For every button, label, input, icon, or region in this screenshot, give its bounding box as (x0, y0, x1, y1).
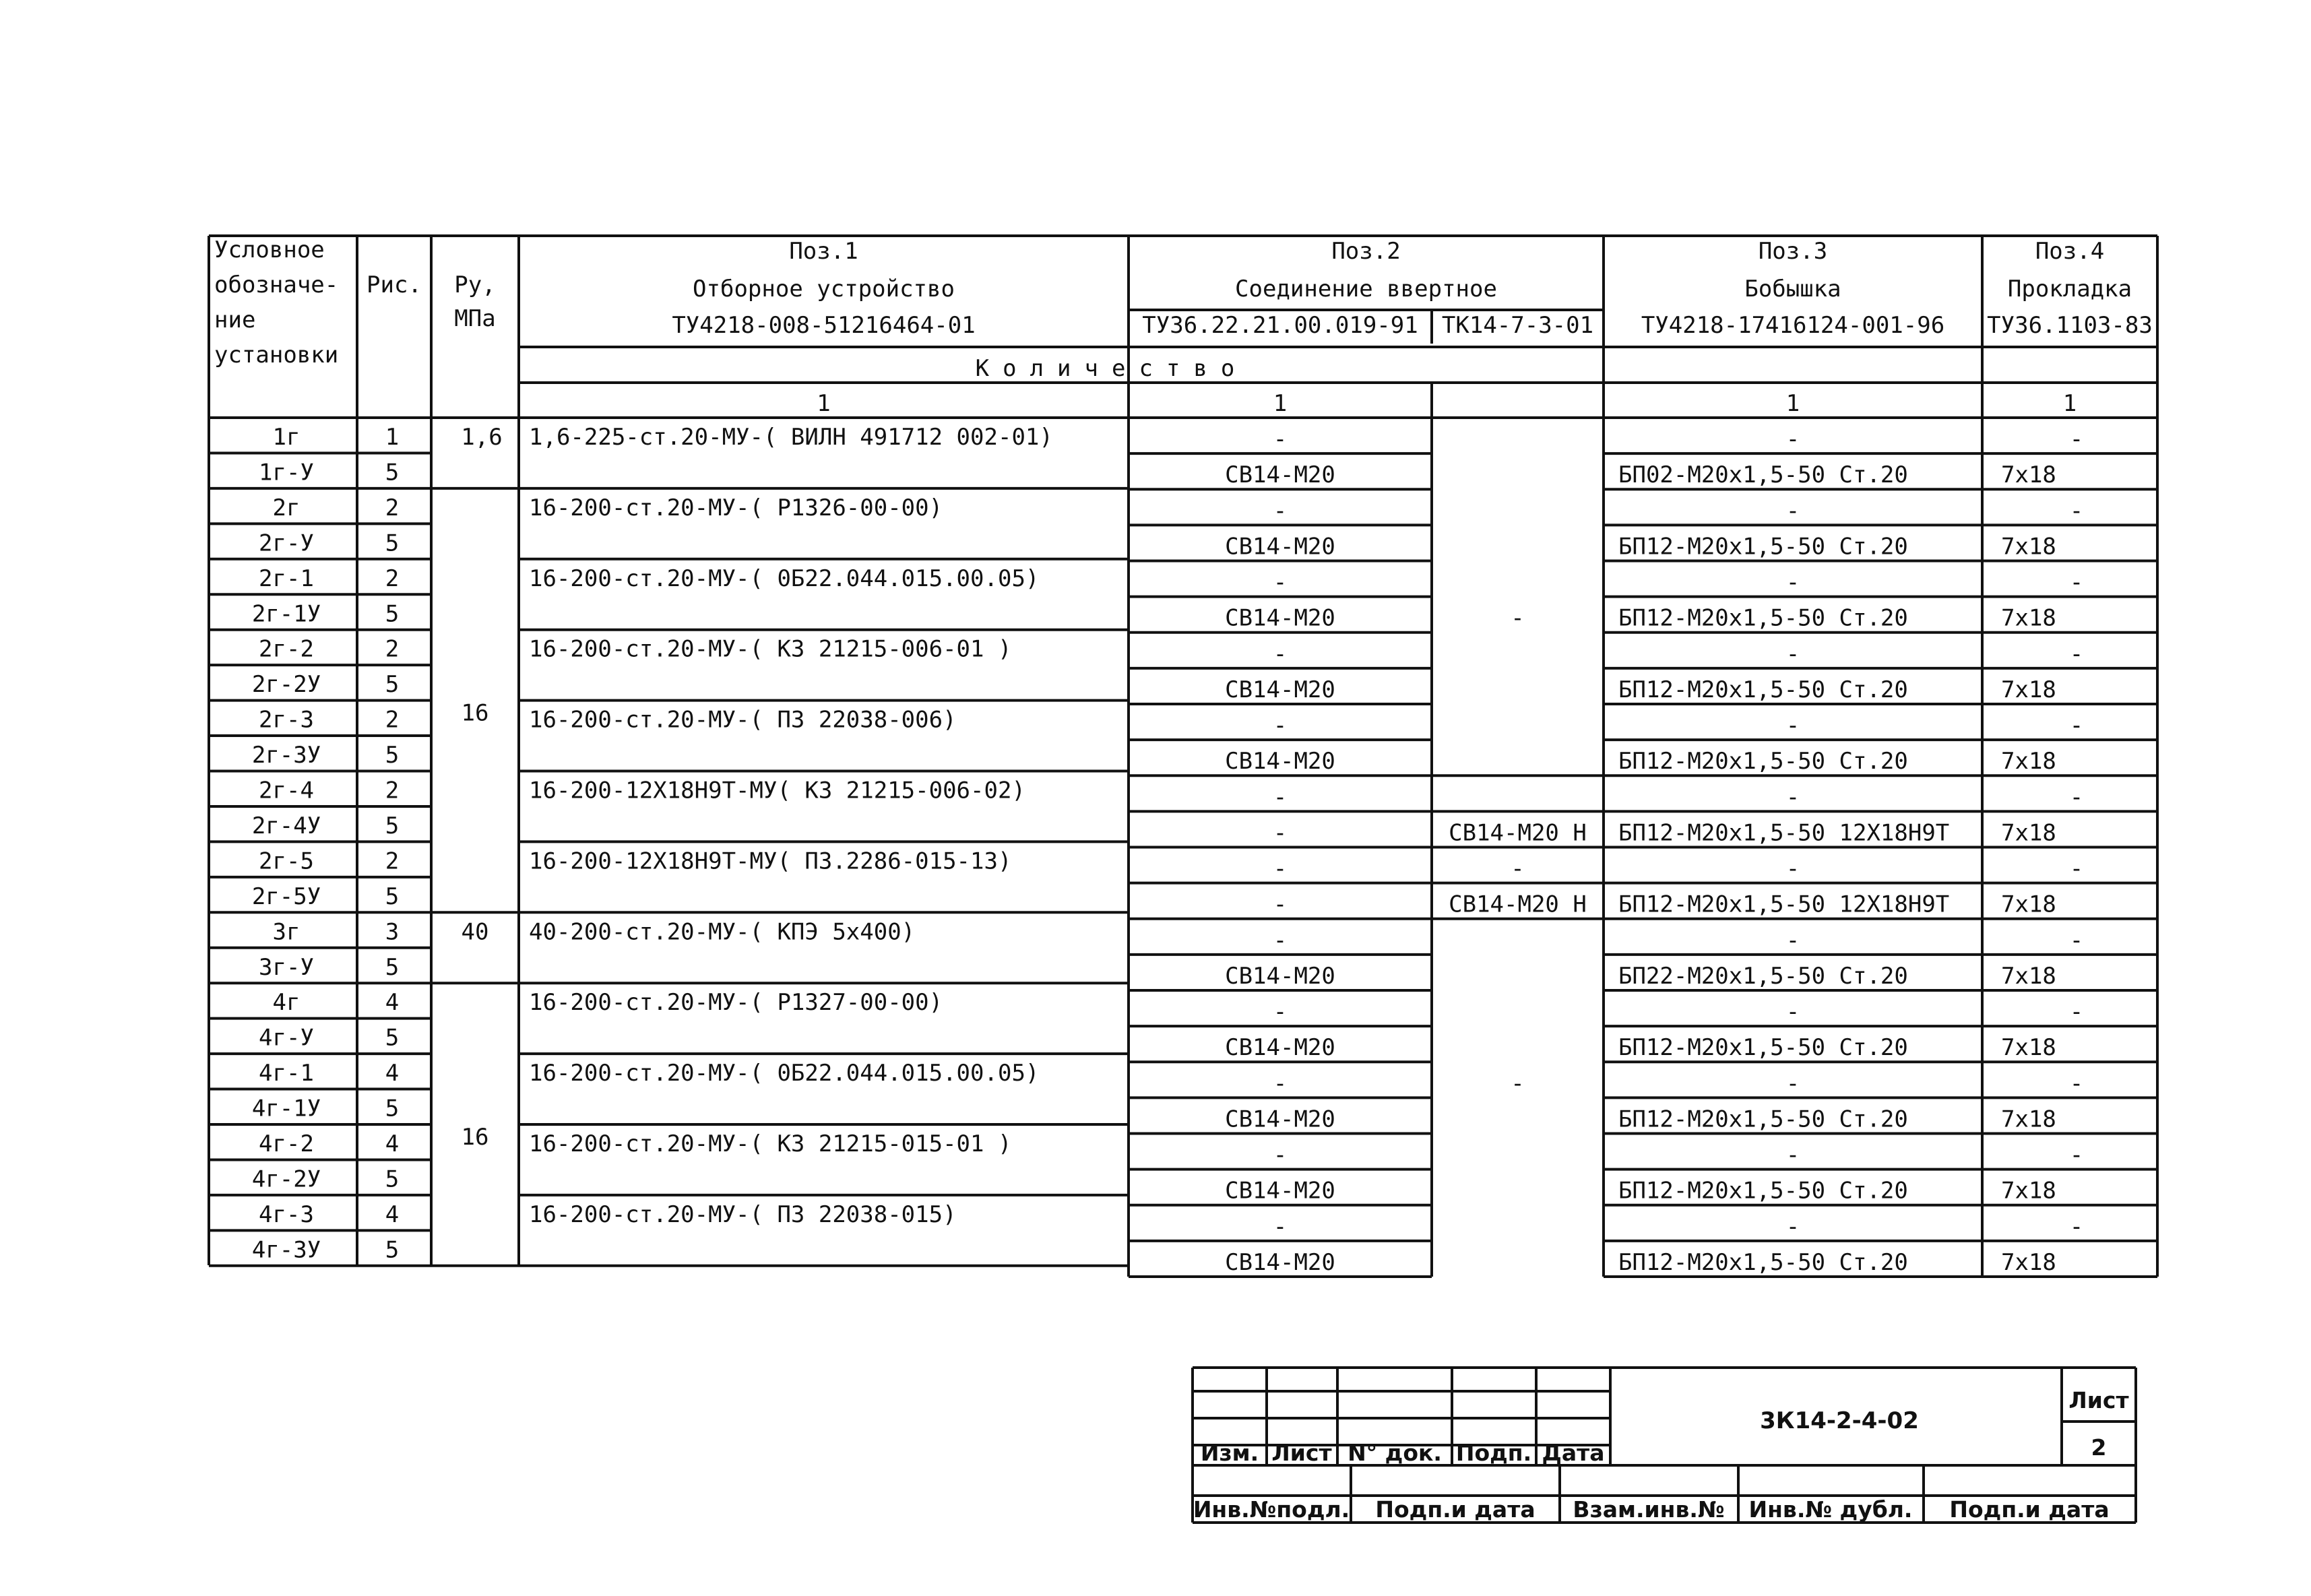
pos3-cell: БП12-М20х1,5-50 Ст.20 (1618, 1106, 1908, 1133)
pos2b-cell: - (1511, 855, 1525, 883)
pos2-spec-a: ТУ36.22.21.00.019-91 (1142, 312, 1418, 339)
pos3-cell: БП02-М20х1,5-50 Ст.20 (1618, 461, 1908, 489)
pos2-cell: СВ14-М20 (1225, 1177, 1335, 1205)
pos3-cell: БП12-М20х1,5-50 Ст.20 (1618, 533, 1908, 561)
figure-cell: 5 (385, 1166, 400, 1193)
pos3-cell: БП12-М20х1,5-50 12Х18Н9Т (1618, 819, 1950, 847)
pos1-item: 16-200-ст.20-МУ-( 0Б22.044.015.00.05) (529, 565, 1040, 592)
pressure-cell: 40 (461, 918, 489, 946)
pos1-item: 16-200-12Х18Н9Т-МУ( ПЗ.2286-015-13) (529, 848, 1012, 875)
pos4-cell: 7х18 (2001, 676, 2056, 703)
pos2-cell: - (1273, 1141, 1288, 1169)
pos2-cell: СВ14-М20 (1225, 604, 1335, 632)
pos2b-cell: СВ14-М20 Н (1449, 819, 1587, 847)
figure-cell: 4 (385, 1130, 400, 1157)
designation-cell: 1г (272, 424, 300, 451)
designation-cell: 2г-3 (259, 706, 314, 734)
pos3-spec: ТУ4218-17416124-001-96 (1641, 312, 1945, 339)
pos3-cell: - (1785, 569, 1800, 596)
designation-cell: 2г-5У (251, 883, 321, 910)
pos1-title: Поз.1 (789, 238, 858, 265)
pos1-item: 40-200-ст.20-МУ-( КПЭ 5х400) (529, 918, 916, 946)
pos2-cell: - (1273, 640, 1288, 668)
pos1-item: 1,6-225-ст.20-МУ-( ВИЛН 491712 002-01) (529, 424, 1053, 451)
designation-cell: 4г-1У (251, 1095, 321, 1122)
pos2-cell: СВ14-М20 (1225, 676, 1335, 703)
figure-cell: 1 (385, 424, 400, 451)
pos4-cell: 7х18 (2001, 1177, 2056, 1205)
pos3-cell: БП12-М20х1,5-50 Ст.20 (1618, 676, 1908, 703)
header-pressure: Ру, (454, 272, 496, 298)
pos1-item: 16-200-ст.20-МУ-( Р1326-00-00) (529, 494, 943, 521)
quantity-label: Количество (975, 355, 1248, 382)
title-block-text (1193, 1387, 2129, 1523)
pos2-cell: - (1273, 426, 1288, 453)
pos4-cell: - (2069, 426, 2084, 453)
figure-cell: 5 (385, 953, 400, 981)
pos3-cell: - (1785, 1141, 1800, 1169)
pos3-cell: БП12-М20х1,5-50 Ст.20 (1618, 1034, 1908, 1062)
pos2-cell: - (1273, 1213, 1288, 1240)
pos2-spec-b: ТК14-7-3-01 (1441, 312, 1594, 339)
pos1-name: Отборное устройство (693, 276, 955, 302)
revision-header: Лист (1271, 1440, 1332, 1466)
figure-cell: 5 (385, 600, 400, 628)
figure-cell: 5 (385, 883, 400, 910)
pos2-cell: - (1273, 926, 1288, 954)
figure-cell: 5 (385, 742, 400, 769)
pos2-cell: СВ14-М20 (1225, 461, 1335, 489)
pos2-cell: СВ14-М20 (1225, 748, 1335, 775)
pos2-cell: СВ14-М20 (1225, 1248, 1335, 1276)
designation-cell: 2г-5 (259, 848, 314, 875)
pos4-cell: - (2069, 855, 2084, 883)
pos1-item: 16-200-12Х18Н9Т-МУ( КЗ 21215-006-02) (529, 777, 1025, 804)
figure-cell: 3 (385, 918, 400, 946)
designation-cell: 3г-У (259, 953, 314, 981)
pos3-qty: 1 (1785, 390, 1800, 417)
figure-cell: 2 (385, 848, 400, 875)
pos3-cell: БП12-М20х1,5-50 12Х18Н9Т (1618, 891, 1950, 918)
designation-cell: 2г-1 (259, 565, 314, 592)
pos4-cell: - (2069, 784, 2084, 811)
figure-cell: 4 (385, 1201, 400, 1228)
pos2-cell: - (1273, 569, 1288, 596)
revision-header: Изм. (1200, 1440, 1259, 1466)
pos3-cell: - (1785, 998, 1800, 1025)
pos1-item: 16-200-ст.20-МУ-( ПЗ 22038-015) (529, 1201, 957, 1228)
sheet-number: 2 (2091, 1434, 2107, 1461)
pos4-name: Прокладка (2007, 276, 2132, 302)
pos2b-cell: СВ14-М20 Н (1449, 891, 1587, 918)
revision-header: N° док. (1348, 1440, 1442, 1466)
designation-cell: 4г-3 (259, 1201, 314, 1228)
pos2-cell: - (1273, 1070, 1288, 1097)
pos4-cell: 7х18 (2001, 819, 2056, 847)
pos1-item: 16-200-ст.20-МУ-( КЗ 21215-015-01 ) (529, 1130, 1012, 1157)
pos3-title: Поз.3 (1758, 238, 1828, 265)
pos4-cell: - (2069, 998, 2084, 1025)
figure-cell: 4 (385, 1060, 400, 1087)
inventory-header: Подп.и дата (1949, 1496, 2110, 1523)
pos4-cell: 7х18 (2001, 891, 2056, 918)
inventory-header: Инв.№подл. (1193, 1496, 1350, 1523)
figure-cell: 4 (385, 989, 400, 1017)
pos4-cell: 7х18 (2001, 962, 2056, 990)
pos1-item: 16-200-ст.20-МУ-( Р1327-00-00) (529, 989, 943, 1017)
pos4-cell: - (2069, 1213, 2084, 1240)
pos4-cell: 7х18 (2001, 1248, 2056, 1276)
title-block (1193, 1368, 2136, 1523)
pos2-cell: - (1273, 855, 1288, 883)
pos3-cell: БП12-М20х1,5-50 Ст.20 (1618, 604, 1908, 632)
pos4-cell: - (2069, 640, 2084, 668)
pos3-cell: - (1785, 926, 1800, 954)
pos2-name: Соединение ввертное (1235, 276, 1497, 302)
pos2-cell: - (1273, 891, 1288, 918)
figure-cell: 2 (385, 565, 400, 592)
pos3-cell: - (1785, 426, 1800, 453)
header-designation: установки (214, 342, 339, 369)
figure-cell: 5 (385, 1236, 400, 1264)
pos2-cell: СВ14-М20 (1225, 1034, 1335, 1062)
pos3-cell: - (1785, 497, 1800, 525)
inventory-header: Подп.и дата (1375, 1496, 1536, 1523)
pos1-spec: ТУ4218-008-51216464-01 (672, 312, 976, 339)
pos2b-cell: - (1511, 1070, 1525, 1097)
figure-cell: 2 (385, 777, 400, 804)
pos3-cell: - (1785, 855, 1800, 883)
pressure-cell: 16 (461, 1124, 489, 1151)
pos4-cell: - (2069, 1141, 2084, 1169)
revision-header: Дата (1542, 1440, 1605, 1466)
designation-cell: 4г-2 (259, 1130, 314, 1157)
header-pressure-unit: МПа (454, 305, 496, 332)
document-code: 3К14-2-4-02 (1760, 1407, 1919, 1434)
designation-cell: 2г-4У (251, 812, 321, 839)
sheet-label: Лист (2068, 1387, 2129, 1413)
designation-cell: 2г (272, 494, 300, 521)
figure-cell: 2 (385, 635, 400, 663)
designation-cell: 2г-2У (251, 671, 321, 699)
figure-cell: 5 (385, 530, 400, 557)
pos3-cell: - (1785, 1070, 1800, 1097)
pos3-cell: БП12-М20х1,5-50 Ст.20 (1618, 1177, 1908, 1205)
table-cells (214, 236, 2153, 1276)
pos4-cell: 7х18 (2001, 604, 2056, 632)
header-designation: Условное (214, 236, 325, 263)
pos4-cell: - (2069, 1070, 2084, 1097)
pos1-qty: 1 (817, 390, 831, 417)
pos2-qty: 1 (1273, 390, 1288, 417)
pos4-cell: - (2069, 926, 2084, 954)
designation-cell: 4г-1 (259, 1060, 314, 1087)
figure-cell: 5 (385, 812, 400, 839)
pos4-cell: 7х18 (2001, 461, 2056, 489)
pos2-cell: - (1273, 784, 1288, 811)
figure-cell: 2 (385, 706, 400, 734)
pos4-cell: - (2069, 497, 2084, 525)
pos2-cell: - (1273, 998, 1288, 1025)
pos3-cell: БП12-М20х1,5-50 Ст.20 (1618, 748, 1908, 775)
pos3-cell: БП22-М20х1,5-50 Ст.20 (1618, 962, 1908, 990)
pos2-cell: СВ14-М20 (1225, 962, 1335, 990)
pos1-item: 16-200-ст.20-МУ-( ПЗ 22038-006) (529, 706, 957, 734)
pressure-cell: 1,6 (461, 424, 503, 451)
figure-cell: 2 (385, 494, 400, 521)
pos4-cell: 7х18 (2001, 1034, 2056, 1062)
pos2b-cell: - (1511, 604, 1525, 632)
pos2-cell: - (1273, 497, 1288, 525)
pos4-title: Поз.4 (2035, 238, 2105, 265)
pos4-cell: 7х18 (2001, 1106, 2056, 1133)
designation-cell: 3г (272, 918, 300, 946)
designation-cell: 4г-3У (251, 1236, 321, 1264)
pressure-cell: 16 (461, 699, 489, 727)
pos2-cell: СВ14-М20 (1225, 533, 1335, 561)
pos3-cell: - (1785, 640, 1800, 668)
pos4-qty: 1 (2062, 390, 2077, 417)
revision-header: Подп. (1455, 1440, 1532, 1466)
designation-cell: 2г-1У (251, 600, 321, 628)
pos3-cell: БП12-М20х1,5-50 Ст.20 (1618, 1248, 1908, 1276)
pos3-cell: - (1785, 784, 1800, 811)
specification-table (209, 236, 2157, 1276)
pos2-cell: СВ14-М20 (1225, 1106, 1335, 1133)
figure-cell: 5 (385, 671, 400, 699)
designation-cell: 4г-У (259, 1024, 314, 1052)
pos2-cell: - (1273, 819, 1288, 847)
pos2-cell: - (1273, 712, 1288, 739)
header-figure: Рис. (367, 272, 422, 298)
header-designation: ние (214, 307, 256, 333)
designation-cell: 4г-2У (251, 1166, 321, 1193)
designation-cell: 2г-4 (259, 777, 314, 804)
inventory-header: Взам.инв.№ (1573, 1496, 1725, 1523)
pos3-name: Бобышка (1744, 276, 1841, 302)
inventory-header: Инв.№ дубл. (1748, 1496, 1913, 1523)
designation-cell: 2г-2 (259, 635, 314, 663)
pos4-cell: 7х18 (2001, 748, 2056, 775)
pos2-title: Поз.2 (1331, 238, 1401, 265)
pos4-spec: ТУ36.1103-83 (1987, 312, 2153, 339)
pos1-item: 16-200-ст.20-МУ-( 0Б22.044.015.00.05) (529, 1060, 1040, 1087)
pos3-cell: - (1785, 712, 1800, 739)
header-designation: обозначе- (214, 272, 339, 298)
pos3-cell: - (1785, 1213, 1800, 1240)
figure-cell: 5 (385, 459, 400, 486)
pos4-cell: - (2069, 712, 2084, 739)
pos4-cell: 7х18 (2001, 533, 2056, 561)
designation-cell: 2г-3У (251, 742, 321, 769)
figure-cell: 5 (385, 1024, 400, 1052)
designation-cell: 1г-У (259, 459, 314, 486)
figure-cell: 5 (385, 1095, 400, 1122)
designation-cell: 2г-У (259, 530, 314, 557)
pos4-cell: - (2069, 569, 2084, 596)
designation-cell: 4г (272, 989, 300, 1017)
pos1-item: 16-200-ст.20-МУ-( КЗ 21215-006-01 ) (529, 635, 1012, 663)
